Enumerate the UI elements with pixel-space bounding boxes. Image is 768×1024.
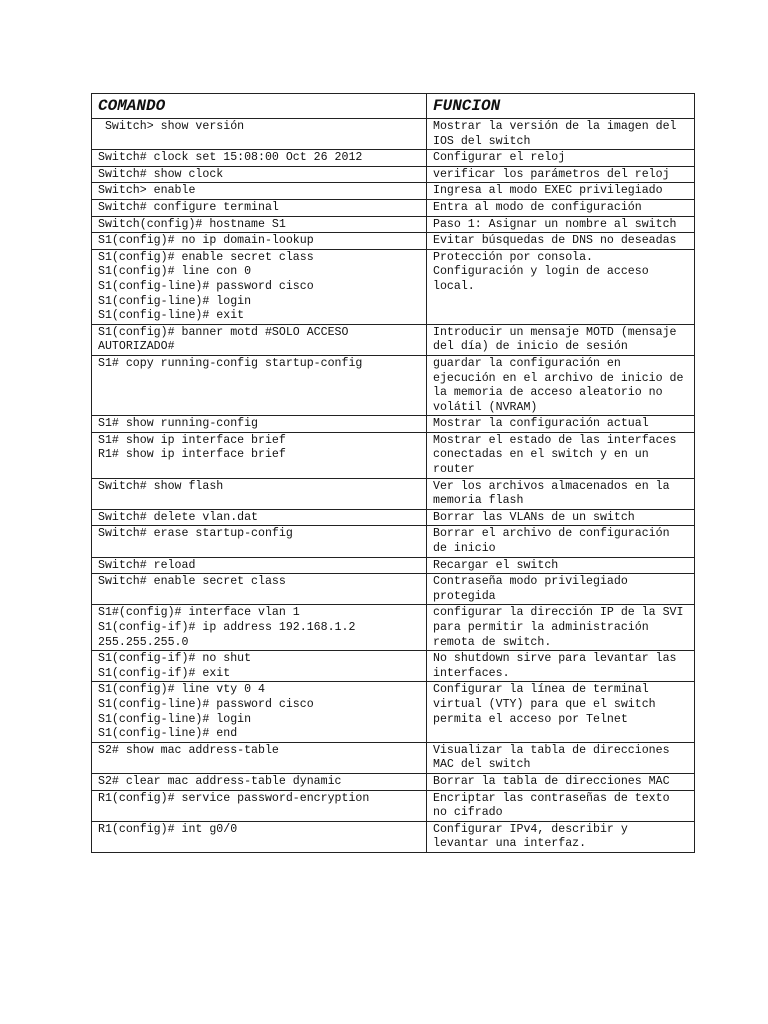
function-cell: Borrar la tabla de direcciones MAC xyxy=(427,773,695,790)
table-row xyxy=(92,216,695,233)
command-cell: S2# show mac address-table xyxy=(92,742,427,773)
table-row xyxy=(92,682,695,742)
function-cell: Introducir un mensaje MOTD (mensaje del día) de inicio de sesión xyxy=(427,324,695,355)
function-cell: Borrar las VLANs de un switch xyxy=(427,509,695,526)
table-row xyxy=(92,432,695,478)
table-row xyxy=(92,821,695,852)
table-row xyxy=(92,166,695,183)
function-cell: verificar los parámetros del reloj xyxy=(427,166,695,183)
function-cell: Recargar el switch xyxy=(427,557,695,574)
table-row xyxy=(92,119,695,150)
function-cell: Visualizar la tabla de direcciones MAC del switch xyxy=(427,742,695,773)
command-cell: Switch# reload xyxy=(92,557,427,574)
table-row xyxy=(92,574,695,605)
command-cell: S1# show ip interface brief R1# show ip interface brief xyxy=(92,432,427,478)
function-cell: Contraseña modo privilegiado protegida xyxy=(427,574,695,605)
header-funcion: FUNCION xyxy=(427,94,695,119)
command-cell: Switch# configure terminal xyxy=(92,199,427,216)
table-row xyxy=(92,249,695,324)
table-row xyxy=(92,150,695,167)
function-cell: Configurar IPv4, describir y levantar una interfaz. xyxy=(427,821,695,852)
table-row xyxy=(92,773,695,790)
function-cell: Mostrar la configuración actual xyxy=(427,416,695,433)
table-row xyxy=(92,183,695,200)
function-cell: Ingresa al modo EXEC privilegiado xyxy=(427,183,695,200)
table-row xyxy=(92,651,695,682)
table-row xyxy=(92,324,695,355)
table-row xyxy=(92,526,695,557)
header-row xyxy=(92,94,695,119)
function-cell: Mostrar la versión de la imagen del IOS del switch xyxy=(427,119,695,150)
table-row xyxy=(92,742,695,773)
command-cell: S1# copy running-config startup-config xyxy=(92,355,427,415)
command-cell: Switch# delete vlan.dat xyxy=(92,509,427,526)
function-cell: Configurar el reloj xyxy=(427,150,695,167)
table-row xyxy=(92,509,695,526)
command-cell: R1(config)# service password-encryption xyxy=(92,790,427,821)
command-cell: S1#(config)# interface vlan 1 S1(config-if)# ip address 192.168.1.2 255.255.255.0 xyxy=(92,605,427,651)
command-cell: Switch# clock set 15:08:00 Oct 26 2012 xyxy=(92,150,427,167)
function-cell: Mostrar el estado de las interfaces conectadas en el switch y en un router xyxy=(427,432,695,478)
function-cell: Evitar búsquedas de DNS no deseadas xyxy=(427,233,695,250)
command-cell: Switch> show versión xyxy=(92,119,427,150)
function-cell: No shutdown sirve para levantar las interfaces. xyxy=(427,651,695,682)
command-cell: Switch# show flash xyxy=(92,478,427,509)
table-row xyxy=(92,355,695,415)
commands-table xyxy=(91,93,695,853)
command-cell: S1(config)# enable secret class S1(config)# line con 0 S1(config-line)# password cisco S1(config-line)# login S1(config-line)# exit xyxy=(92,249,427,324)
command-cell: S1(config)# no ip domain-lookup xyxy=(92,233,427,250)
table-row xyxy=(92,199,695,216)
table-row xyxy=(92,478,695,509)
function-cell: Entra al modo de configuración xyxy=(427,199,695,216)
function-cell: configurar la dirección IP de la SVI para permitir la administración remota de switch. xyxy=(427,605,695,651)
command-cell: Switch# erase startup-config xyxy=(92,526,427,557)
command-cell: Switch> enable xyxy=(92,183,427,200)
command-cell: Switch# enable secret class xyxy=(92,574,427,605)
command-cell: Switch# show clock xyxy=(92,166,427,183)
command-cell: Switch(config)# hostname S1 xyxy=(92,216,427,233)
command-cell: S1# show running-config xyxy=(92,416,427,433)
table-row xyxy=(92,416,695,433)
function-cell: Paso 1: Asignar un nombre al switch xyxy=(427,216,695,233)
command-cell: S2# clear mac address-table dynamic xyxy=(92,773,427,790)
table-row xyxy=(92,790,695,821)
function-cell: Borrar el archivo de configuración de inicio xyxy=(427,526,695,557)
function-cell: Encriptar las contraseñas de texto no cifrado xyxy=(427,790,695,821)
command-cell: S1(config)# line vty 0 4 S1(config-line)# password cisco S1(config-line)# login S1(config-line)# end xyxy=(92,682,427,742)
header-comando: COMANDO xyxy=(92,94,427,119)
command-cell: R1(config)# int g0/0 xyxy=(92,821,427,852)
function-cell: Configurar la línea de terminal virtual (VTY) para que el switch permita el acceso por Telnet xyxy=(427,682,695,742)
function-cell: guardar la configuración en ejecución en el archivo de inicio de la memoria de acceso aleatorio no volátil (NVRAM) xyxy=(427,355,695,415)
table-row xyxy=(92,605,695,651)
table-row xyxy=(92,233,695,250)
command-cell: S1(config-if)# no shut S1(config-if)# exit xyxy=(92,651,427,682)
command-cell: S1(config)# banner motd #SOLO ACCESO AUTORIZADO# xyxy=(92,324,427,355)
table-row xyxy=(92,557,695,574)
function-cell: Protección por consola. Configuración y login de acceso local. xyxy=(427,249,695,324)
function-cell: Ver los archivos almacenados en la memoria flash xyxy=(427,478,695,509)
